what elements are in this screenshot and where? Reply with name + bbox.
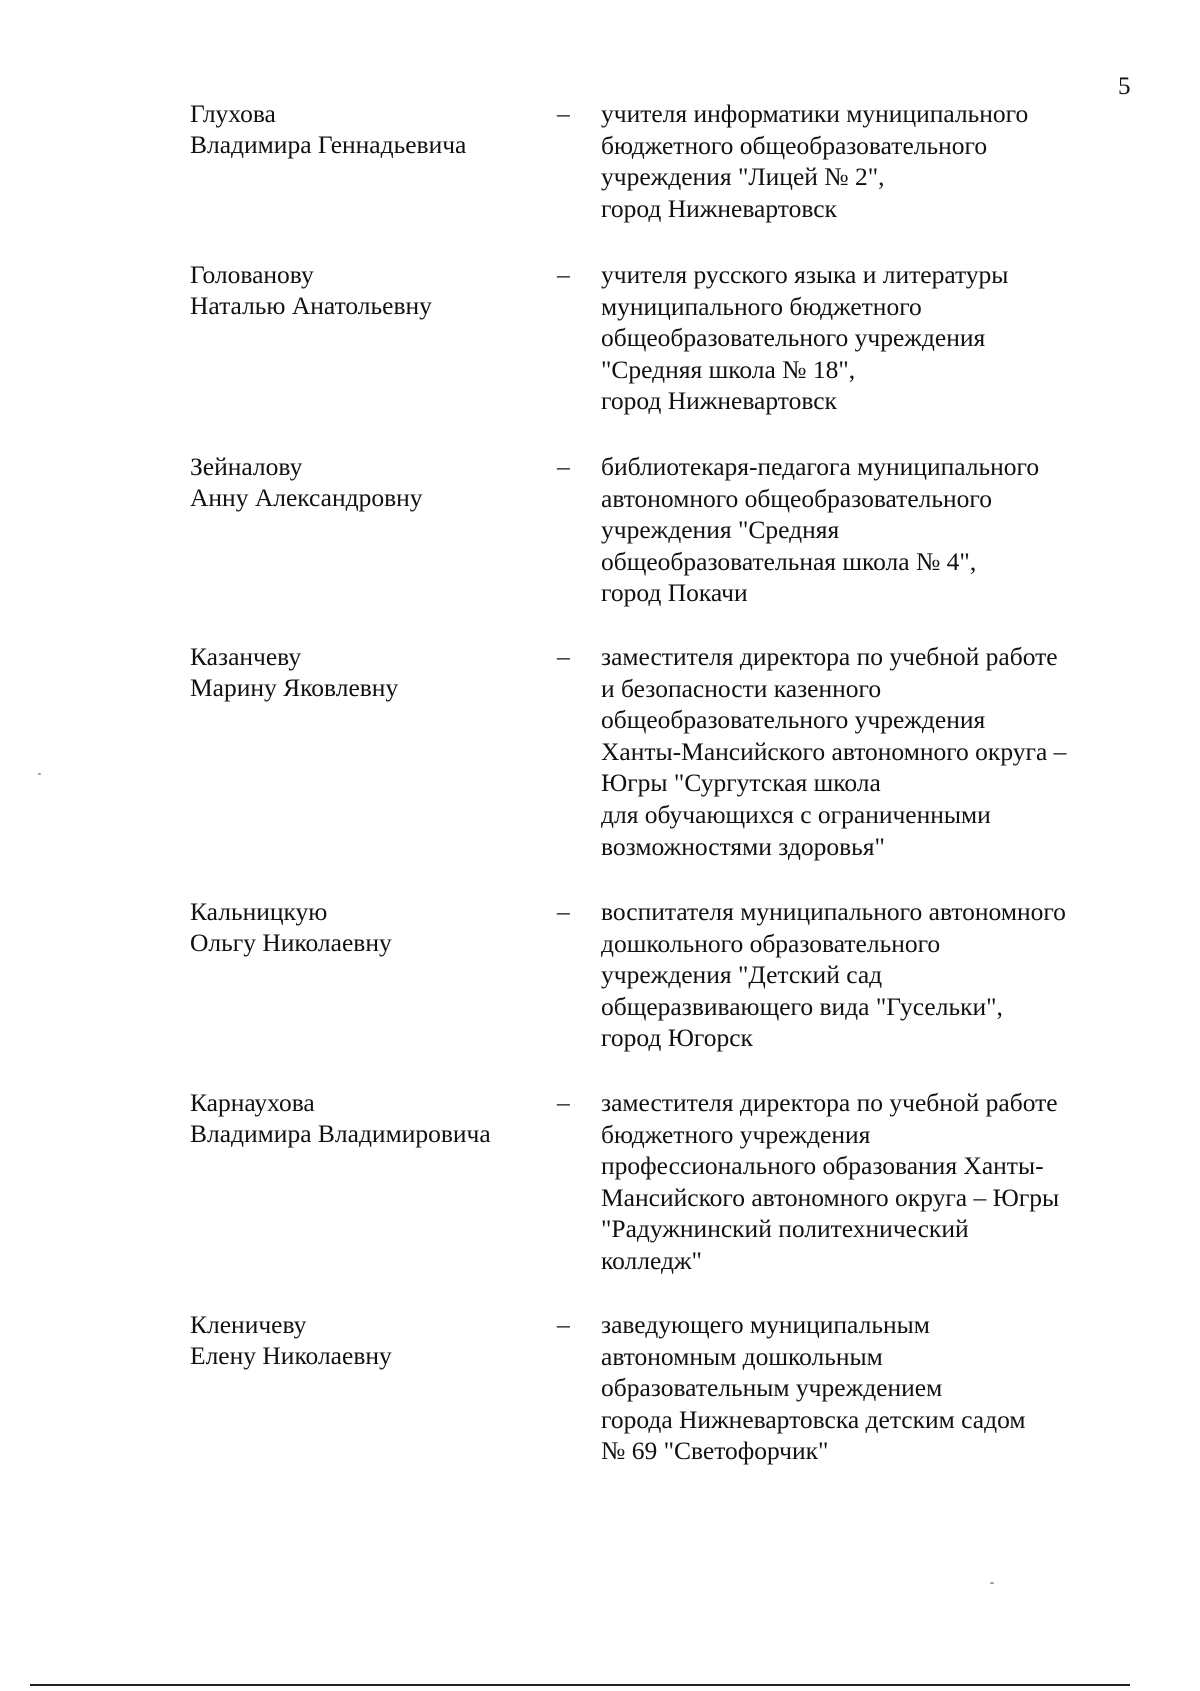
position-line: учителя русского языка и литературы [601, 260, 1009, 289]
position-line: Ханты-Мансийского автономного округа – [601, 736, 1067, 766]
scan-speck [38, 773, 41, 775]
position-line: возможностями здоровья" [601, 831, 885, 861]
separator-dash: – [557, 1088, 570, 1117]
appointee-surname: Кальницкую [190, 897, 328, 926]
position-line: город Нижневартовск [601, 193, 837, 223]
position-line: образовательным учреждением [601, 1373, 943, 1403]
appointee-name [190, 259, 550, 321]
position-line: "Радужнинский политехнический [601, 1214, 969, 1244]
appointee-position [601, 896, 1121, 1054]
appointee-surname: Зейналову [190, 452, 303, 481]
position-line: Мансийского автономного округа – Югры [601, 1182, 1060, 1212]
position-line: профессионального образования Ханты- [601, 1151, 1044, 1181]
separator-dash: – [557, 260, 570, 289]
position-line: заместителя директора по учебной работе [601, 1088, 1058, 1117]
appointee-given-name: Владимира Владимировича [190, 1119, 491, 1148]
appointee-given-name: Марину Яковлевну [190, 673, 399, 702]
appointee-position [601, 1087, 1121, 1277]
position-line: бюджетного общеобразовательного [601, 130, 988, 160]
position-line: учреждения "Лицей № 2", [601, 162, 885, 192]
scan-speck [990, 1582, 994, 1584]
appointee-name [190, 1087, 550, 1149]
position-line: библиотекаря-педагога муниципального [601, 452, 1040, 481]
position-line: общеобразовательная школа № 4", [601, 546, 977, 576]
position-line: колледж" [601, 1245, 702, 1275]
position-line: город Покачи [601, 578, 748, 608]
bottom-rule [30, 1684, 1130, 1686]
position-line: общеобразовательного учреждения [601, 705, 986, 735]
position-line: автономного общеобразовательного [601, 483, 992, 513]
appointee-name [190, 641, 550, 703]
position-line: для обучающихся с ограниченными [601, 799, 991, 829]
appointee-surname: Карнаухова [190, 1088, 315, 1117]
position-line: учителя информатики муниципального [601, 99, 1029, 128]
appointee-position [601, 259, 1121, 417]
position-line: воспитателя муниципального автономного [601, 897, 1066, 926]
appointee-surname: Голованову [190, 260, 314, 289]
position-line: учреждения "Детский сад [601, 960, 883, 990]
separator-dash: – [557, 99, 570, 128]
position-line: дошкольного образовательного [601, 928, 941, 958]
appointee-name [190, 896, 550, 958]
separator-dash: – [557, 452, 570, 481]
appointee-given-name: Владимира Геннадьевича [190, 130, 467, 159]
position-line: № 69 "Светофорчик" [601, 1436, 829, 1466]
position-line: города Нижневартовска детским садом [601, 1404, 1026, 1434]
appointee-surname: Глухова [190, 99, 276, 128]
position-line: город Югорск [601, 1023, 753, 1053]
appointee-surname: Кленичеву [190, 1310, 307, 1339]
position-line: бюджетного учреждения [601, 1119, 871, 1149]
appointee-position [601, 641, 1121, 862]
appointee-given-name: Елену Николаевну [190, 1341, 392, 1370]
appointee-surname: Казанчеву [190, 642, 302, 671]
appointee-position [601, 1309, 1121, 1467]
appointee-given-name: Ольгу Николаевну [190, 928, 392, 957]
position-line: учреждения "Средняя [601, 515, 840, 545]
position-line: общеобразовательного учреждения [601, 323, 986, 353]
position-line: и безопасности казенного [601, 673, 882, 703]
appointee-position [601, 98, 1121, 224]
position-line: "Средняя школа № 18", [601, 354, 856, 384]
position-line: общеразвивающего вида "Гусельки", [601, 991, 1003, 1021]
appointee-position [601, 451, 1121, 609]
position-line: муниципального бюджетного [601, 291, 922, 321]
appointee-given-name: Наталью Анатольевну [190, 291, 432, 320]
separator-dash: – [557, 1310, 570, 1339]
appointee-name [190, 98, 550, 160]
separator-dash: – [557, 897, 570, 926]
position-line: Югры "Сургутская школа [601, 768, 881, 798]
separator-dash: – [557, 642, 570, 671]
appointee-given-name: Анну Александровну [190, 483, 423, 512]
position-line: заведующего муниципальным [601, 1310, 930, 1339]
appointee-name [190, 451, 550, 513]
position-line: город Нижневартовск [601, 386, 837, 416]
page-number: 5 [1118, 73, 1131, 100]
position-line: автономным дошкольным [601, 1341, 883, 1371]
position-line: заместителя директора по учебной работе [601, 642, 1058, 671]
appointee-name [190, 1309, 550, 1371]
